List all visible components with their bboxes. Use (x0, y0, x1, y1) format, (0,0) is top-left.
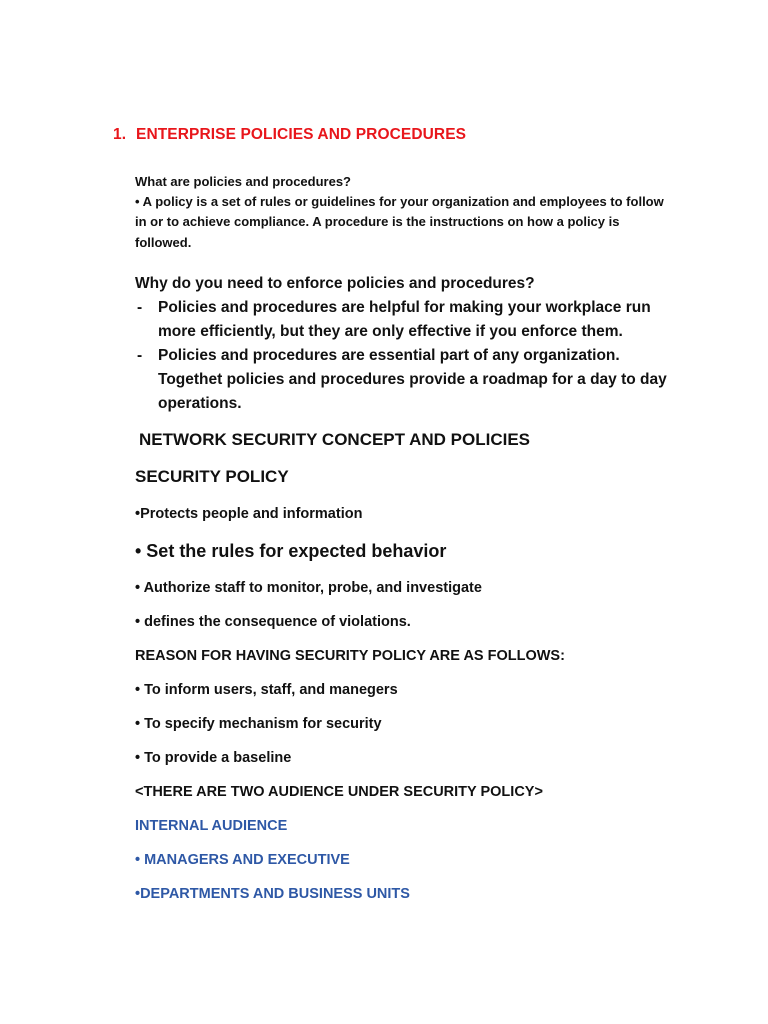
reasons-title: REASON FOR HAVING SECURITY POLICY ARE AS FOLLOWS: (135, 648, 565, 664)
security-point: •Protects people and information (135, 506, 363, 522)
security-policy-title: SECURITY POLICY (135, 467, 289, 486)
audience-note: <THERE ARE TWO AUDIENCE UNDER SECURITY POLICY> (135, 784, 543, 800)
intro-line: followed. (135, 235, 192, 250)
audience-point: •DEPARTMENTS AND BUSINESS UNITS (135, 886, 410, 902)
why-item-line: more efficiently, but they are only effective if you enforce them. (158, 323, 623, 340)
audience-point: • MANAGERS AND EXECUTIVE (135, 852, 350, 868)
security-point: • Authorize staff to monitor, probe, and investigate (135, 580, 482, 596)
why-item-line: Togethet policies and procedures provide a roadmap for a day to day (158, 371, 667, 388)
network-security-title: NETWORK SECURITY CONCEPT AND POLICIES (139, 430, 531, 449)
security-point: • defines the consequence of violations. (135, 614, 411, 630)
security-point: • Set the rules for expected behavior (135, 541, 447, 561)
reason-point: • To specify mechanism for security (135, 716, 382, 732)
why-question: Why do you need to enforce policies and procedures? (135, 275, 535, 292)
why-item-line: Policies and procedures are helpful for making your workplace run (158, 299, 651, 316)
intro-line: in or to achieve compliance. A procedure is the instructions on how a policy is (135, 214, 620, 229)
dash-bullet: - (137, 299, 143, 316)
why-item-line: operations. (158, 395, 242, 412)
reason-point: • To provide a baseline (135, 750, 292, 766)
dash-bullet: - (137, 347, 143, 364)
internal-audience-title: INTERNAL AUDIENCE (135, 818, 288, 834)
reason-point: • To inform users, staff, and manegers (135, 682, 398, 698)
section-number: 1. (113, 126, 127, 143)
section-heading (113, 126, 466, 144)
intro-question: What are policies and procedures? (135, 174, 351, 189)
why-item-line: Policies and procedures are essential part of any organization. (158, 347, 620, 364)
intro-line: • A policy is a set of rules or guidelines for your organization and employees to follow (135, 194, 664, 209)
section-title: ENTERPRISE POLICIES AND PROCEDURES (136, 126, 467, 143)
